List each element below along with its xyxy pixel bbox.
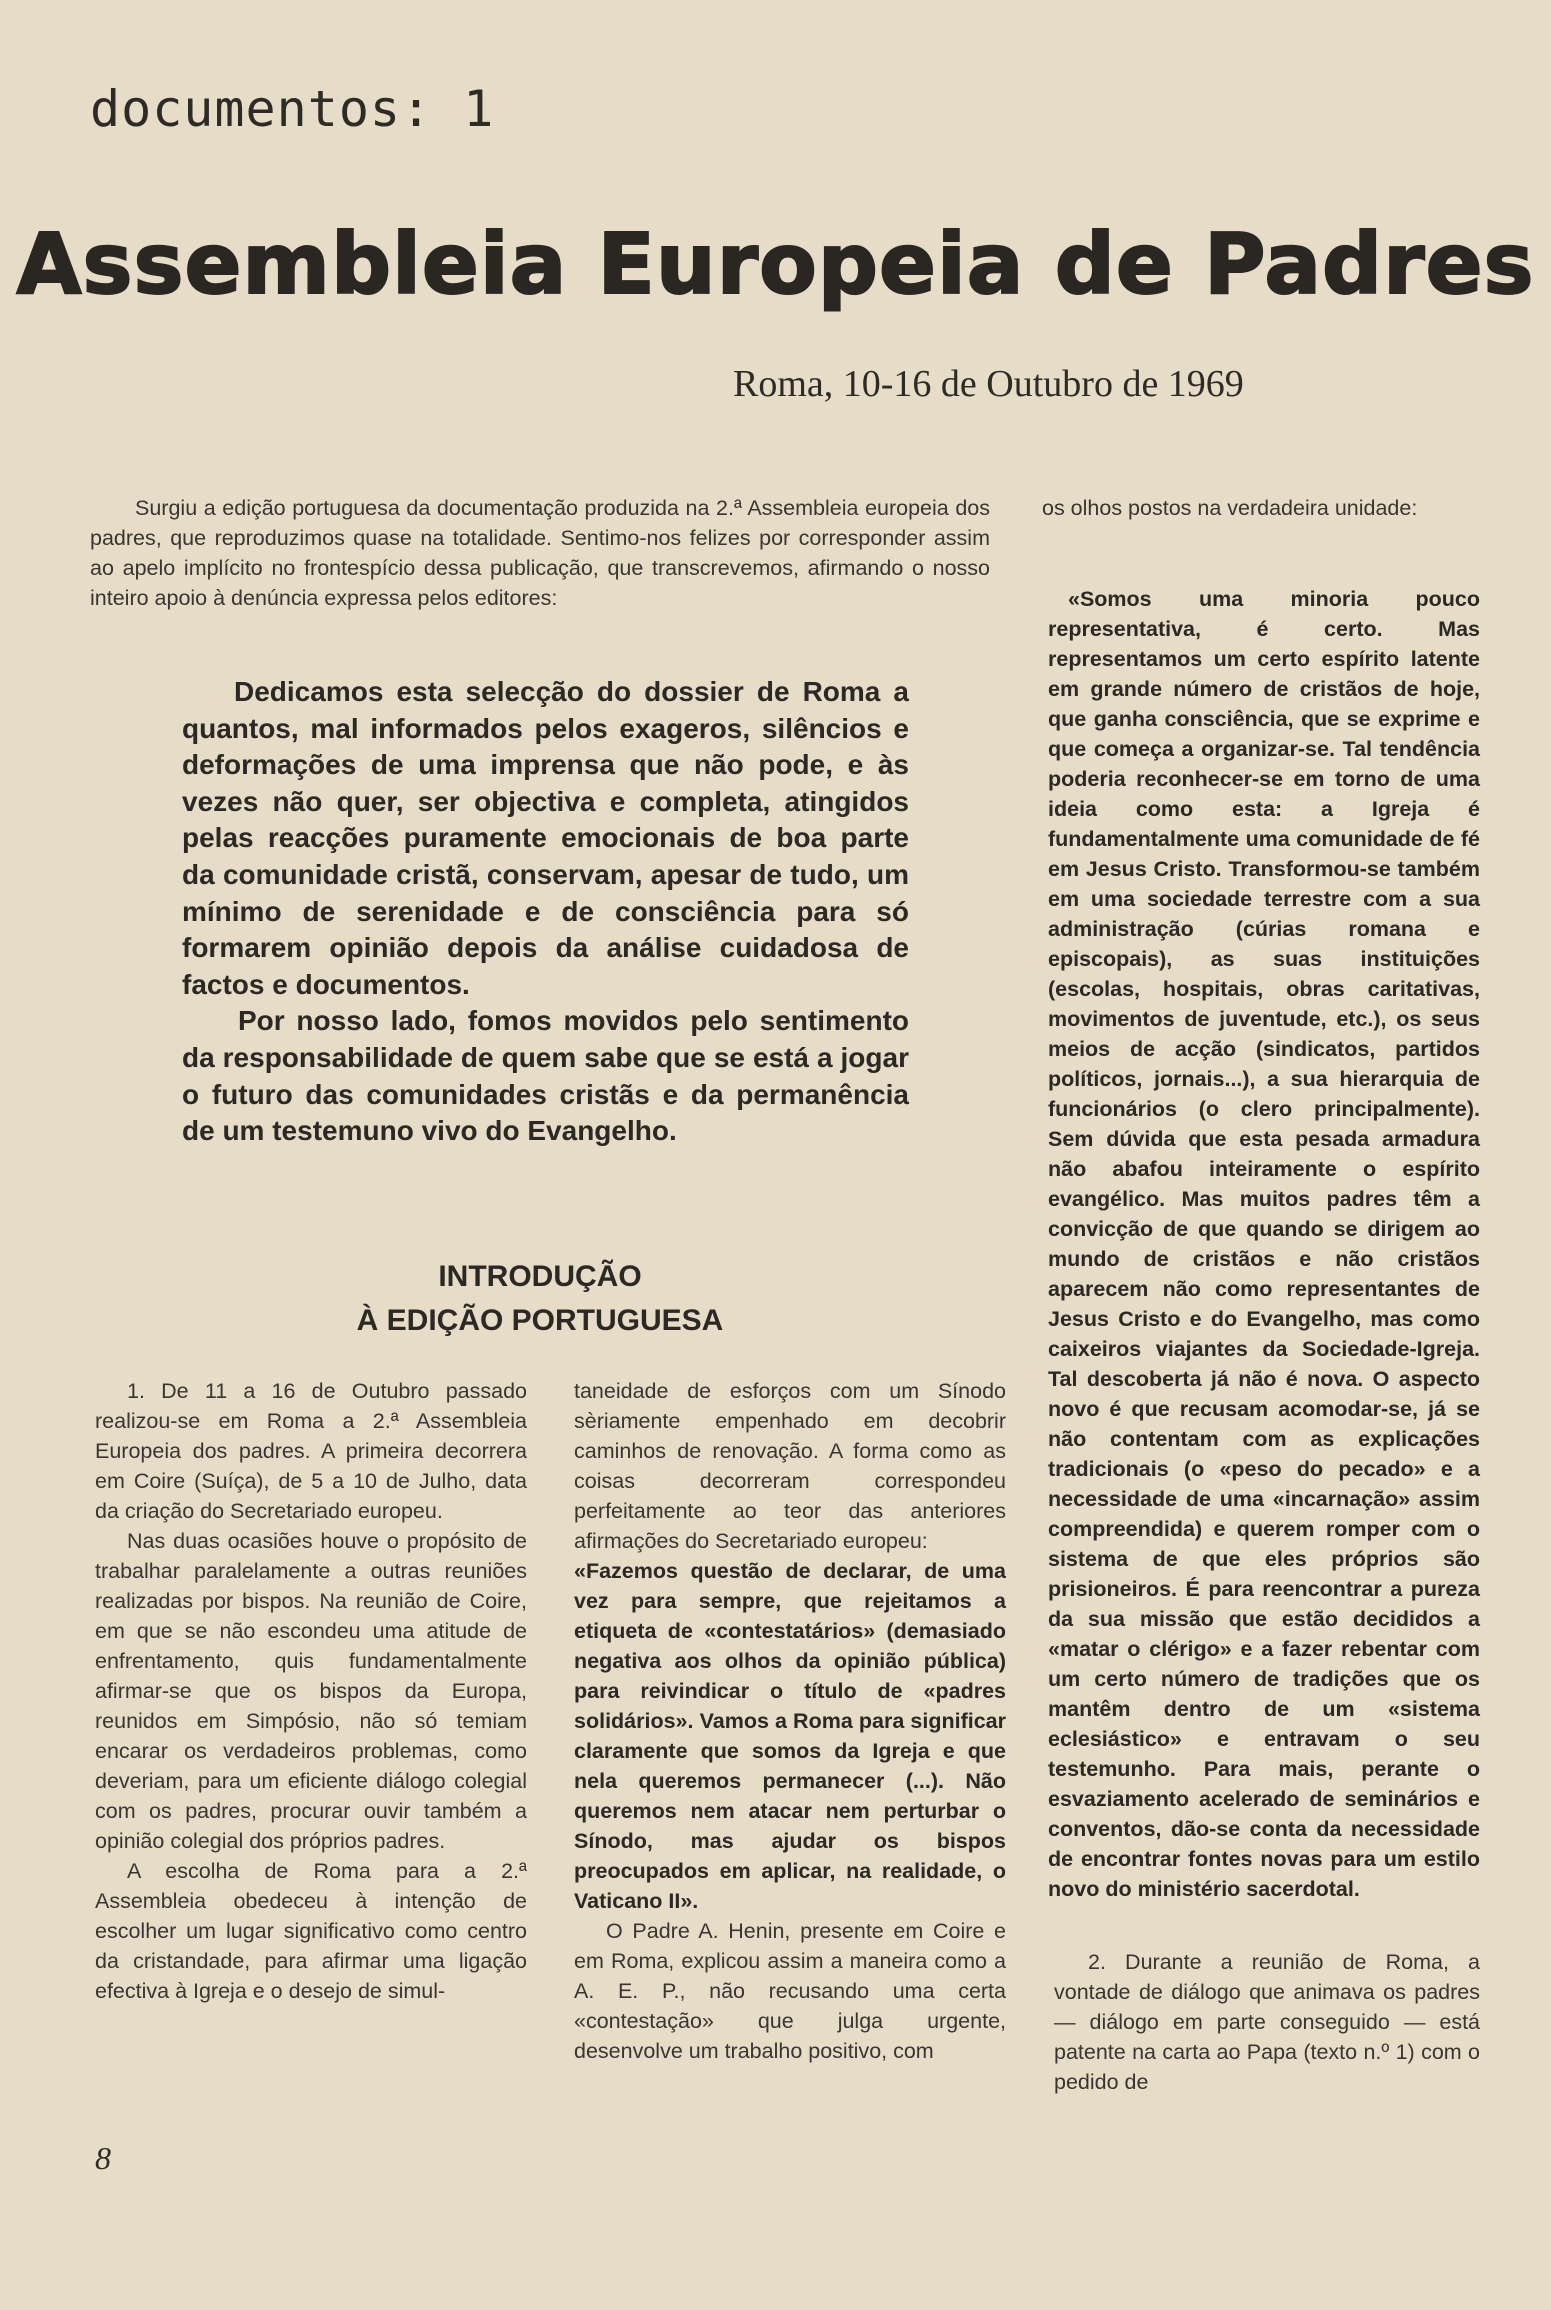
text-column-1 <box>95 1376 527 2006</box>
column-paragraph: Nas duas ocasiões houve o propósito de trabalhar paralelamente a outras reuniões realizadas por bispos. Na reunião de Coire, em que se não escondeu uma atitude de enfrentamento, quis fundamentalmente afirmar-se que os bispos da Europa, reunidos em Simpósio, não só temiam encarar os verdadeiros problemas, como deveriam, para um eficiente diálogo colegial com os padres, procurar ouvir também a opinião colegial dos próprios padres. <box>95 1529 527 1853</box>
page-title: Assembleia Europeia de Padres <box>16 215 1535 313</box>
column-paragraph: taneidade de esforços com um Sínodo sèriamente empenhado em decobrir caminhos de renovação. A forma como as coisas decorreram correspondeu perfeitamente ao teor das anteriores afirmações do Secretariado europeu: <box>574 1379 1006 1553</box>
column-paragraph: 1. De 11 a 16 de Outubro passado realizou-se em Roma a 2.ª Assembleia Europeia dos padres. A primeira decorrera em Coire (Suíça), de 5 a 10 de Julho, data da criação do Secretariado europeu. <box>95 1379 527 1523</box>
dedication-block <box>182 674 909 1150</box>
column-paragraph: A escolha de Roma para a 2.ª Assembleia obedeceu à intenção de escolher um lugar significativo como centro da cristandade, para afirmar uma ligação efectiva à Igreja e o desejo de simul- <box>95 1859 527 2003</box>
dateline: Roma, 10-16 de Outubro de 1969 <box>733 363 1244 405</box>
dedication-paragraph: Por nosso lado, fomos movidos pelo sentimento da responsabilidade de quem sabe que se está a jogar o futuro das comunidades cristãs e da permanência de um testemuno vivo do Evangelho. <box>182 1005 909 1147</box>
column-paragraph: O Padre A. Henin, presente em Coire e em Roma, explicou assim a maneira como a A. E. P., não recusando uma certa «contestação» que julga urgente, desenvolve um trabalho positivo, com <box>574 1919 1006 2063</box>
page-number: 8 <box>95 2140 111 2176</box>
text-column-3-lead <box>1042 493 1474 523</box>
quoted-paragraph: «Fazemos questão de declarar, de uma vez para sempre, que rejeitamos a etiqueta de «contestatários» (demasiado negativa aos olhos da opinião pública) para reivindicar o título de «padres solidários». Vamos a Roma para significar claramente que somos da Igreja e que nela queremos permanecer (...). Não queremos nem atacar nem perturbar o Sínodo, mas ajudar os bispos preocupados em aplicar, na realidade, o Vaticano II». <box>574 1559 1006 1913</box>
section-heading-line: INTRODUÇÃO <box>438 1260 642 1293</box>
column-paragraph: os olhos postos na verdadeira unidade: <box>1042 496 1418 520</box>
column-paragraph: 2. Durante a reunião de Roma, a vontade de diálogo que animava os padres — diálogo em parte conseguido — está patente na carta ao Papa (texto n.º 1) com o pedido de <box>1054 1950 1480 2094</box>
intro-paragraph-block <box>90 493 990 613</box>
text-column-2 <box>574 1376 1006 2066</box>
intro-paragraph: Surgiu a edição portuguesa da documentação produzida na 2.ª Assembleia europeia dos padres, que reproduzimos quase na totalidade. Sentimo-nos felizes por corresponder assim ao apelo implícito no frontespício dessa publicação, que transcrevemos, afirmando o nosso inteiro apoio à denúncia expressa pelos editores: <box>90 496 990 610</box>
section-heading <box>90 1255 990 1343</box>
text-column-3-quote <box>1048 584 1480 1904</box>
dedication-paragraph: Dedicamos esta selecção do dossier de Roma a quantos, mal informados pelos exageros, silêncios e deformações de uma imprensa que não pode, e às vezes não quer, ser objectiva e completa, atingidos pelas reacções puramente emocionais de boa parte da comunidade cristã, conservam, apesar de tudo, um mínimo de serenidade e de consciência para só formarem opinião depois da análise cuidadosa de factos e documentos. <box>182 676 909 1000</box>
quoted-paragraph: «Somos uma minoria pouco representativa, é certo. Mas representamos um certo espírito latente em grande número de cristãos de hoje, que ganha consciência, que se exprime e que começa a organizar-se. Tal tendência poderia reconhecer-se em torno de uma ideia como esta: a Igreja é fundamentalmente uma comunidade de fé em Jesus Cristo. Transformou-se também em uma sociedade terrestre com a sua administração (cúrias romana e episcopais), as suas instituições (escolas, hospitais, obras caritativas, movimentos de juventude, etc.), os seus meios de acção (sindicatos, partidos políticos, jornais...), a sua hierarquia de funcionários (o clero principalmente). Sem dúvida que esta pesada armadura não abafou inteiramente o espírito evangélico. Mas muitos padres têm a convicção de que quando se dirigem ao mundo de cristãos e não cristãos aparecem não como representantes de Jesus Cristo e do Evangelho, mas como caixeiros viajantes da Sociedade-Igreja. Tal descoberta já não é nova. O aspecto novo é que recusam acomodar-se, já se não contentam com as explicações tradicionais (o «peso do pecado» e a necessidade de uma «incarnação» assim compreendida) e querem romper com o sistema de que eles próprios são prisioneiros. É para reencontrar a pureza da sua missão que estão decididos a «matar o clérigo» e a fazer rebentar com um certo número de tradições que os mantêm dentro de um «sistema eclesiástico» e entravam o seu testemunho. Para mais, perante o esvaziamento acelerado de seminários e conventos, dão-se conta da necessidade de encontrar fontes novas para um estilo novo do ministério sacerdotal. <box>1048 587 1480 1901</box>
series-label: documentos: 1 <box>90 80 495 138</box>
text-column-3-end <box>1054 1947 1480 2097</box>
section-heading-line: À EDIÇÃO PORTUGUESA <box>356 1304 724 1337</box>
